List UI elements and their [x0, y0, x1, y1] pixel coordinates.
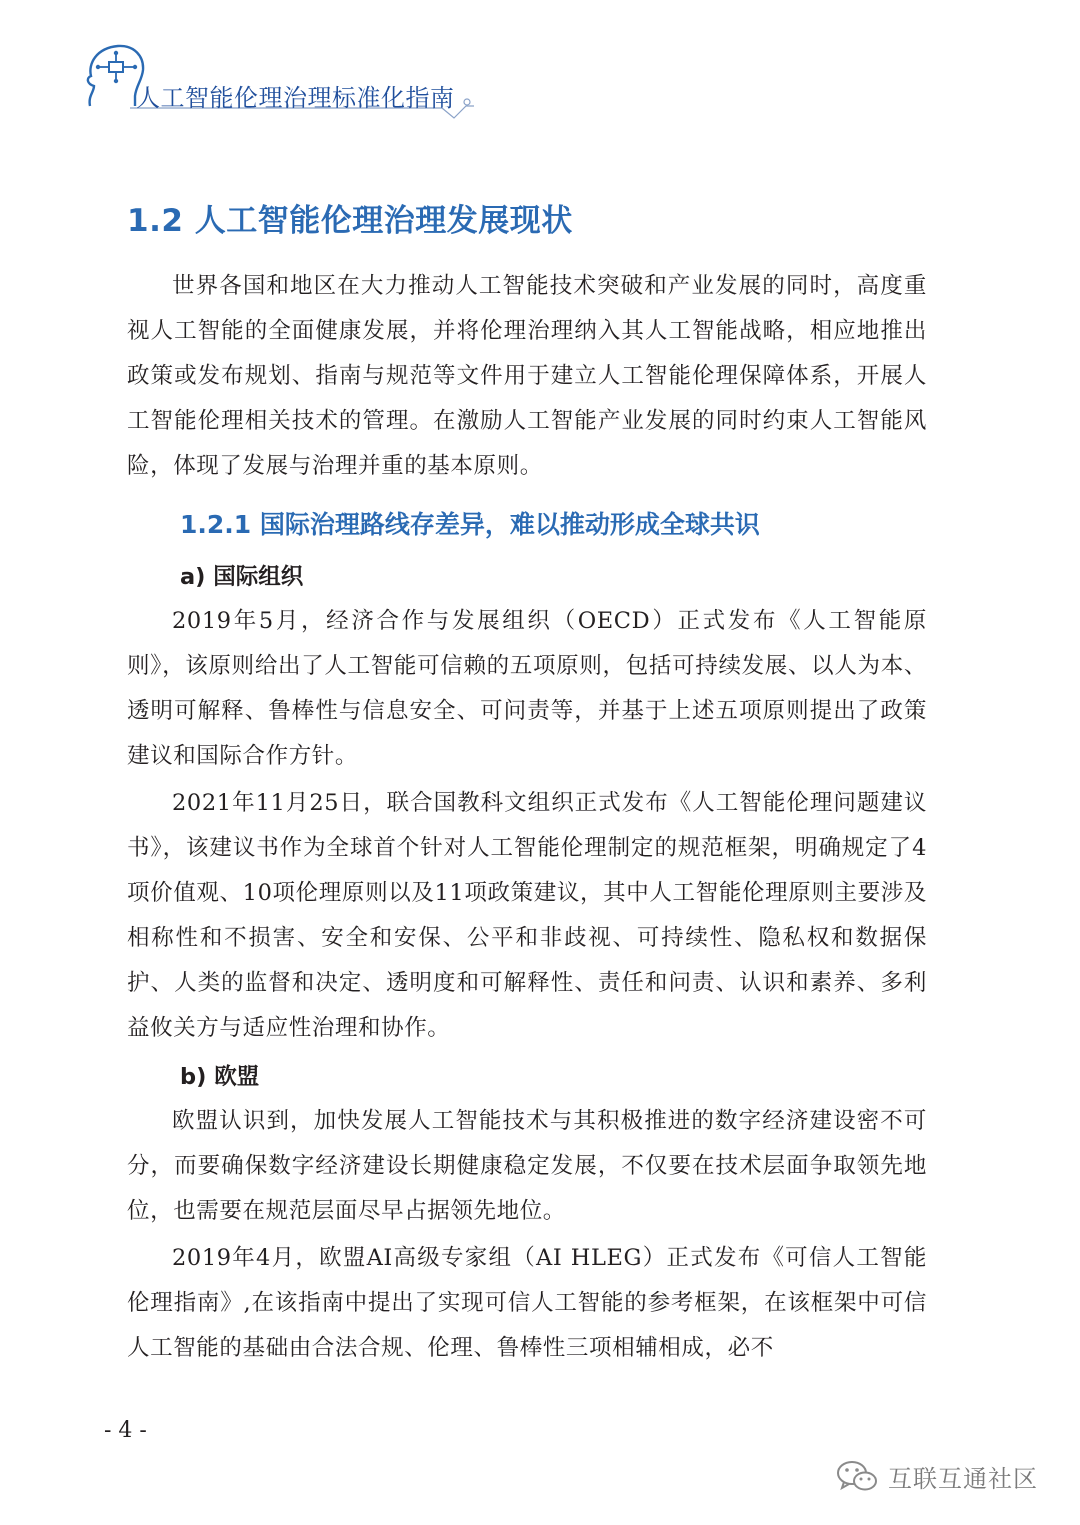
item-a-paragraph-2: 2021年11月25日，联合国教科文组织正式发布《人工智能伦理问题建议书》，该建议书作为全球首个针对人工智能伦理制定的规范框架，明确规定了4项价值观、10项伦理原则以及11项政策建议，其中人工智能伦理原则主要涉及相称性和不损害、安全和安保、公平和非歧视、可持续性、隐私权和数据保护、人类的监督和决定、透明度和可解释性、责任和问责、认识和素养、多利益攸关方与适应性治理和协作。 — [127, 790, 927, 1041]
watermark — [836, 1456, 1038, 1496]
item-a-paragraph-1: 2019年5月，经济合作与发展组织（OECD）正式发布《人工智能原则》，该原则给出了人工智能可信赖的五项原则，包括可持续发展、以人为本、透明可解释、鲁棒性与信息安全、可问责等，并基于上述五项原则提出了政策建议和国际合作方针。 — [127, 608, 927, 769]
section-intro-paragraph: 世界各国和地区在大力推动人工智能技术突破和产业发展的同时，高度重视人工智能的全面健康发展，并将伦理治理纳入其人工智能战略，相应地推出政策或发布规划、指南与规范等文件用于建立人工智能伦理保障体系，开展人工智能伦理相关技术的管理。在激励人工智能产业发展的同时约束人工智能风险，体现了发展与治理并重的基本原则。 — [127, 273, 927, 479]
watermark-text: 互联互通社区 — [888, 1464, 1038, 1493]
header-title: 人工智能伦理治理标准化指南 — [136, 84, 455, 112]
item-a-label: a) 国际组织 — [180, 564, 304, 590]
wechat-icon — [836, 1458, 878, 1494]
section-heading: 1.2 人工智能伦理治理发展现状 — [127, 203, 573, 239]
item-b-label: b) 欧盟 — [180, 1064, 260, 1090]
main-content — [127, 198, 927, 1371]
item-b-paragraph-2: 2019年4月，欧盟AI高级专家组（AI HLEG）正式发布《可信人工智能伦理指南》,在该指南中提出了实现可信人工智能的参考框架，在该框架中可信人工智能的基础由合法合规、伦理、鲁棒性三项相辅相成，必不 — [127, 1245, 927, 1361]
item-b-paragraph-1: 欧盟认识到，加快发展人工智能技术与其积极推进的数字经济建设密不可分，而要确保数字经济建设长期健康稳定发展，不仅要在技术层面争取领先地位，也需要在规范层面尽早占据领先地位。 — [127, 1108, 927, 1224]
page-number: - 4 - — [104, 1418, 147, 1443]
page-header — [82, 40, 482, 120]
subsection-heading: 1.2.1 国际治理路线存差异，难以推动形成全球共识 — [180, 510, 760, 539]
